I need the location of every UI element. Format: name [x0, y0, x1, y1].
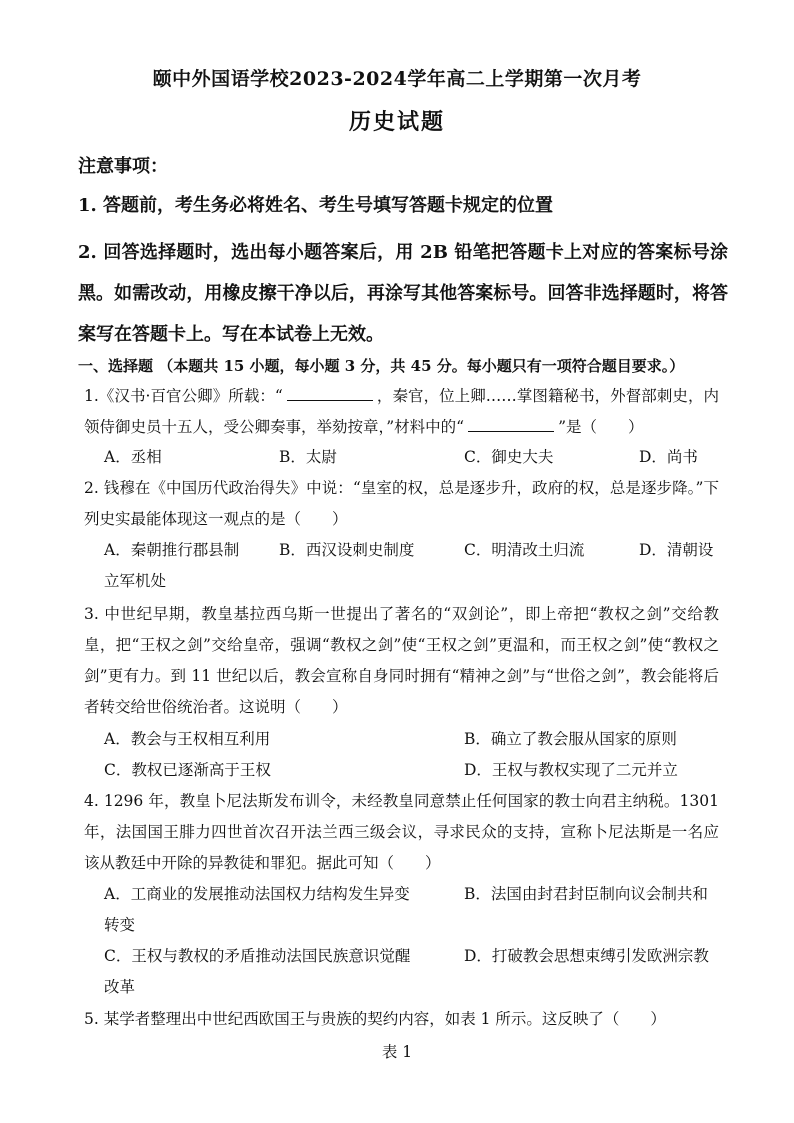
question-5: 5. 某学者整理出中世纪西欧国王与贵族的契约内容，如表 1 所示。这反映了（ ）: [84, 1010, 666, 1028]
question-3: 3. 中世纪早期，教皇基拉西乌斯一世提出了著名的“双剑论”，即上帝把“教权之剑”交给教皇，把“王权之剑”交给皇帝，强调“教权之剑”使“王权之剑”更温和，而王权之剑”使“教权之剑”更有力。到 11 世纪以后，教会宣称自身同时拥有“精神之剑”与“世俗之剑”，教会能将后者转交给世俗统治者。这说明（ ）: [84, 605, 719, 716]
option-a: A．丞相: [104, 448, 162, 466]
option-a: A．工商业的发展推动法国权力结构发生异变: [104, 885, 410, 903]
question-1-stem-b: ，秦官，位上卿……掌图籍秘书，外督部刺史，内领侍御史员十五人，受公卿奏事，举劾按章，”材料中的“: [84, 387, 719, 436]
notice-heading: 注意事项：: [78, 156, 168, 177]
option-c: C．教权已逐渐高于王权: [104, 761, 271, 779]
answer-blank: [287, 386, 373, 401]
option-b: B．西汉设刺史制度: [279, 541, 415, 559]
option-d-continuation: 改革: [104, 978, 136, 996]
question-1-stem-a: 1.《汉书·百官公卿》所载：“: [84, 387, 283, 405]
option-c: C．御史大夫: [464, 448, 554, 466]
exam-subtitle: 历史试题: [348, 109, 445, 135]
option-c: C．明清改土归流: [464, 541, 585, 559]
question-1-stem-c: ”是（ ）: [558, 418, 644, 436]
option-d: D．清朝设: [639, 541, 714, 559]
option-d-continuation: 立军机处: [104, 572, 167, 590]
question-2: 2. 钱穆在《中国历代政治得失》中说：“皇室的权，总是逐步升，政府的权，总是逐步降。”下列史实最能体现这一观点的是（ ）: [84, 479, 719, 528]
notice-item-1: 1. 答题前，考生务必将姓名、考生号填写答题卡规定的位置: [78, 195, 554, 216]
option-b: B．确立了教会服从国家的原则: [464, 730, 677, 748]
option-d: D．打破教会思想束缚引发欧洲宗教: [464, 947, 709, 965]
exam-title: 颐中外国语学校2023-2024学年高二上学期第一次月考: [152, 68, 642, 90]
option-b-continuation: 转变: [104, 916, 136, 934]
option-b: B．太尉: [279, 448, 337, 466]
option-d: D．王权与教权实现了二元并立: [464, 761, 678, 779]
option-a: A．秦朝推行郡县制: [104, 541, 240, 559]
option-c: C．王权与教权的矛盾推动法国民族意识觉醒: [104, 947, 411, 965]
option-d: D．尚书: [639, 448, 698, 466]
question-1: [84, 381, 719, 443]
section-title: 一、选择题 （本题共 15 小题，每小题 3 分，共 45 分。每小题只有一项符合题目要求。）: [78, 357, 685, 375]
option-a: A．教会与王权相互利用: [104, 730, 271, 748]
answer-blank: [468, 417, 554, 432]
table-caption: 表 1: [381, 1043, 413, 1061]
option-b: B．法国由封君封臣制向议会制共和: [464, 885, 708, 903]
question-4: 4. 1296 年，教皇卜尼法斯发布训令，未经教皇同意禁止任何国家的教士向君主纳税。1301 年，法国国王腓力四世首次召开法兰西三级会议，寻求民众的支持，宣称卜尼法斯是一名应该从教廷中开除的异教徒和罪犯。据此可知（ ）: [84, 792, 719, 872]
notice-item-2: 2. 回答选择题时，选出每小题答案后，用 2B 铅笔把答题卡上对应的答案标号涂黑。如需改动，用橡皮擦干净以后，再涂写其他答案标号。回答非选择题时，将答案写在答题卡上。写在本试卷上无效。: [78, 242, 728, 345]
